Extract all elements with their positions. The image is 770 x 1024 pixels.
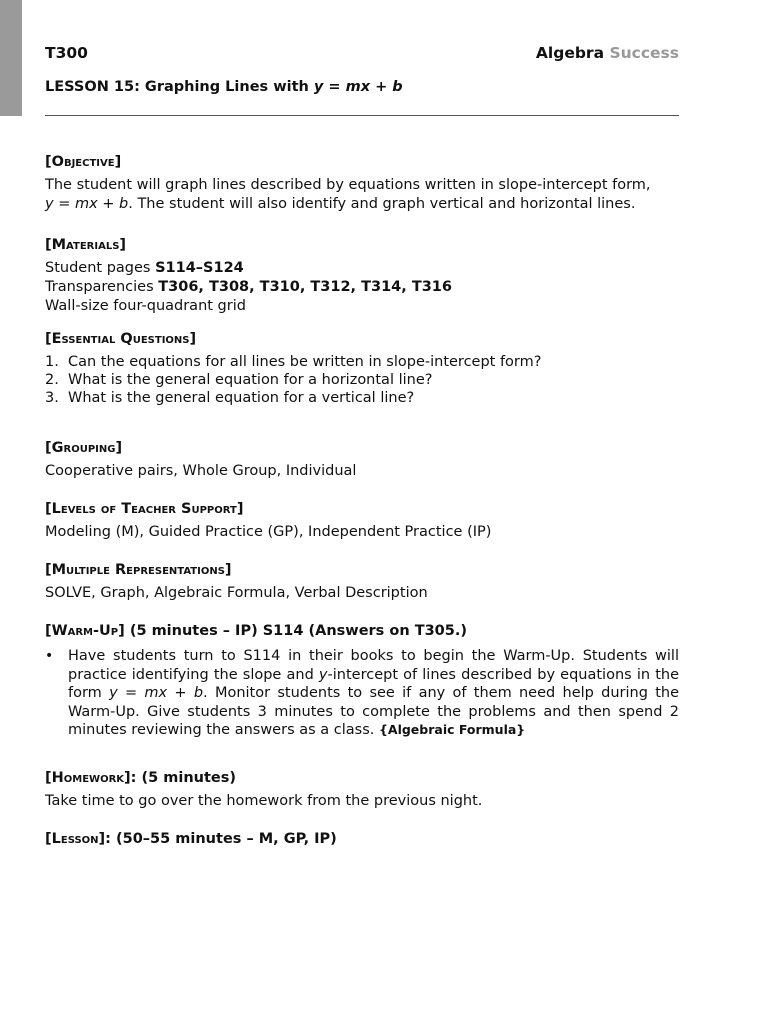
page-number: T300 <box>45 44 88 62</box>
warmup-heading: [Warm-Up] (5 minutes – IP) S114 (Answers on T305.) <box>45 623 467 639</box>
objective-section <box>45 152 679 214</box>
warmup-text: Have students turn to S114 in their books to begin the Warm-Up. Students will practice identifying the slope and y-intercept of lines described by equations in the form y = mx + b. Monitor students to see if any of them need help during the Warm-Up. Give students 3 minutes to complete the problems and then spend 2 minutes reviewing the answers as a class. {Algebraic Formula} <box>68 648 679 738</box>
lesson-plan-body <box>45 152 679 853</box>
warmup-representation-tag: {Algebraic Formula} <box>379 722 526 737</box>
grouping-section <box>45 438 679 481</box>
grouping-text: Cooperative pairs, Whole Group, Individual <box>45 463 357 479</box>
materials-item: Wall-size four-quadrant grid <box>45 298 246 314</box>
levels-heading: [Levels of Teacher Support] <box>45 501 244 517</box>
warmup-bullet <box>45 647 679 740</box>
homework-section <box>45 768 679 811</box>
objective-text-continued: . The student will also identify and graph vertical and horizontal lines. <box>128 196 636 212</box>
essential-questions-heading: [Essential Questions] <box>45 331 197 347</box>
essential-questions-section <box>45 329 679 407</box>
lesson-title <box>45 79 403 95</box>
levels-section <box>45 499 679 542</box>
objective-heading: [Objective] <box>45 154 122 170</box>
materials-item: Transparencies T306, T308, T310, T312, T314, T316 <box>45 279 452 295</box>
representations-heading: [Multiple Representations] <box>45 562 232 578</box>
list-item: 3. What is the general equation for a vertical line? <box>45 390 415 406</box>
list-item: 1. Can the equations for all lines be written in slope-intercept form? <box>45 354 542 370</box>
page-edge-tab <box>0 0 22 116</box>
lesson-heading: [Lesson]: (50–55 minutes – M, GP, IP) <box>45 830 337 847</box>
page-header <box>45 44 679 64</box>
essential-questions-list <box>45 353 679 407</box>
brand-title <box>536 44 679 62</box>
list-item: 2. What is the general equation for a horizontal line? <box>45 372 433 388</box>
lesson-title-prefix: LESSON 15: Graphing Lines with <box>45 79 314 95</box>
header-divider <box>45 115 679 116</box>
grouping-heading: [Grouping] <box>45 440 123 456</box>
materials-item: Student pages S114–S124 <box>45 260 244 276</box>
materials-heading: [Materials] <box>45 237 127 253</box>
lesson-title-equation: y = mx + b <box>313 79 403 95</box>
homework-text: Take time to go over the homework from the previous night. <box>45 792 483 809</box>
representations-section <box>45 560 679 603</box>
brand-accent: Success <box>609 44 679 62</box>
bullet-icon: • <box>45 648 54 664</box>
homework-heading: [Homework]: (5 minutes) <box>45 769 237 786</box>
lesson-section <box>45 829 679 849</box>
materials-section <box>45 235 679 316</box>
brand-main: Algebra <box>535 44 605 62</box>
representations-text: SOLVE, Graph, Algebraic Formula, Verbal Description <box>45 585 428 601</box>
objective-text: The student will graph lines described by equations written in slope-intercept form, <box>45 177 651 193</box>
objective-text-2 <box>45 195 679 214</box>
objective-equation: y = mx + b <box>45 196 129 212</box>
levels-text: Modeling (M), Guided Practice (GP), Independent Practice (IP) <box>45 524 492 540</box>
warmup-section <box>45 621 679 740</box>
